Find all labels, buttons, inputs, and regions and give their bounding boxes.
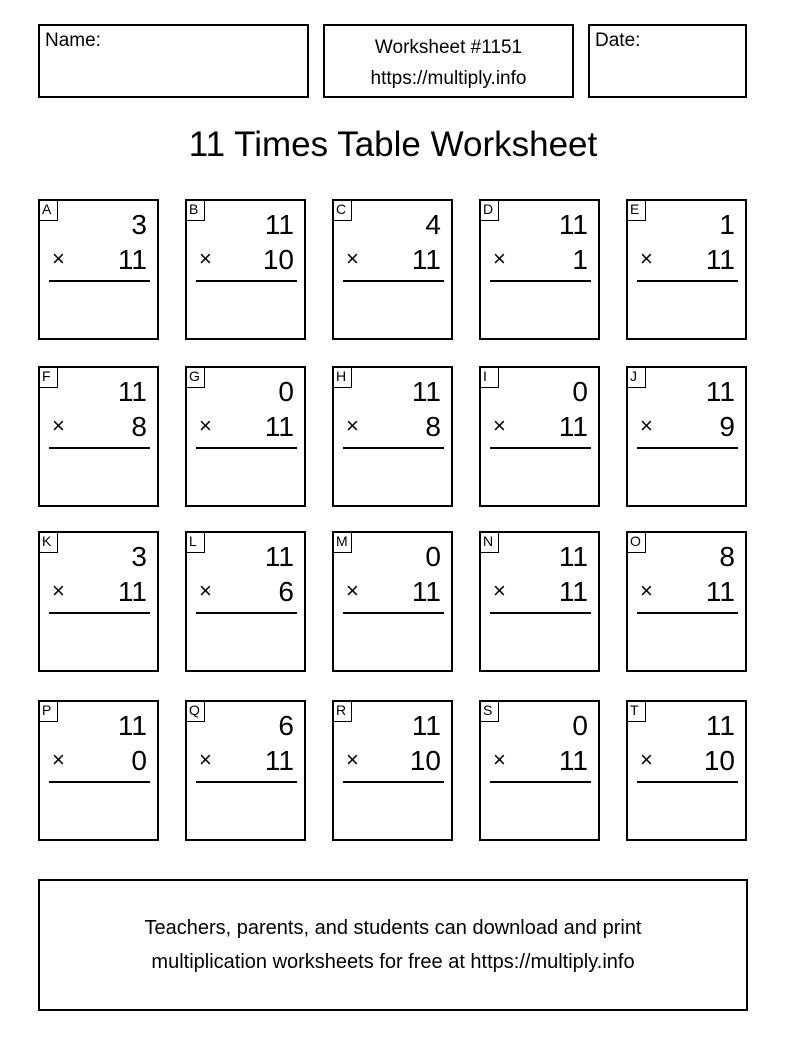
problem-card-d[interactable]	[479, 199, 600, 340]
multiplier: 10	[703, 745, 735, 776]
worksheet-title: 11 Times Table Worksheet	[188, 125, 598, 164]
multiplier: 11	[264, 411, 294, 442]
answer-line	[637, 280, 738, 282]
multiplier: 8	[131, 411, 147, 442]
problem-letter: M	[332, 531, 352, 553]
multiplicand: 0	[278, 376, 294, 407]
problem-card-h[interactable]	[332, 366, 453, 507]
times-sign: ×	[640, 413, 653, 438]
answer-line	[196, 612, 297, 614]
multiplicand: 11	[264, 541, 294, 572]
times-sign: ×	[199, 578, 212, 603]
multiplier: 6	[278, 576, 294, 607]
multiplier: 8	[425, 411, 441, 442]
times-sign: ×	[52, 578, 65, 603]
multiplier: 0	[131, 745, 147, 776]
problem-card-p[interactable]	[38, 700, 159, 841]
problem-card-l[interactable]	[185, 531, 306, 672]
answer-line	[196, 781, 297, 783]
times-sign: ×	[493, 246, 506, 271]
times-sign: ×	[493, 413, 506, 438]
answer-line	[343, 781, 444, 783]
problem-card-b[interactable]	[185, 199, 306, 340]
problem-letter: F	[38, 366, 58, 388]
date-field-box[interactable]	[588, 24, 747, 98]
problem-card-m[interactable]	[332, 531, 453, 672]
problem-card-t[interactable]	[626, 700, 747, 841]
date-label: Date:	[595, 30, 641, 51]
answer-line	[490, 781, 591, 783]
problem-letter: Q	[185, 700, 205, 722]
answer-line	[196, 447, 297, 449]
times-sign: ×	[640, 246, 653, 271]
multiplier: 11	[411, 576, 441, 607]
multiplicand: 3	[131, 541, 147, 572]
multiplicand: 11	[117, 710, 147, 741]
times-sign: ×	[346, 246, 359, 271]
times-sign: ×	[493, 578, 506, 603]
problem-card-k[interactable]	[38, 531, 159, 672]
times-sign: ×	[199, 246, 212, 271]
problem-letter: N	[479, 531, 499, 553]
multiplicand: 4	[425, 209, 441, 240]
multiplicand: 11	[411, 710, 441, 741]
answer-line	[637, 447, 738, 449]
multiplicand: 0	[572, 376, 588, 407]
times-sign: ×	[493, 747, 506, 772]
problem-letter: E	[626, 199, 646, 221]
problem-card-n[interactable]	[479, 531, 600, 672]
multiplicand: 11	[264, 209, 294, 240]
answer-line	[49, 280, 150, 282]
multiplier: 11	[411, 244, 441, 275]
problem-card-s[interactable]	[479, 700, 600, 841]
problem-card-c[interactable]	[332, 199, 453, 340]
footer-box	[38, 879, 748, 1011]
multiplicand: 11	[705, 376, 735, 407]
answer-line	[49, 781, 150, 783]
problem-card-r[interactable]	[332, 700, 453, 841]
problem-card-q[interactable]	[185, 700, 306, 841]
problem-card-j[interactable]	[626, 366, 747, 507]
multiplier: 11	[558, 411, 588, 442]
multiplier: 10	[409, 745, 441, 776]
multiplier: 11	[117, 244, 147, 275]
times-sign: ×	[52, 747, 65, 772]
problem-card-e[interactable]	[626, 199, 747, 340]
problem-letter: L	[185, 531, 205, 553]
multiplicand: 0	[572, 710, 588, 741]
times-sign: ×	[52, 413, 65, 438]
times-sign: ×	[199, 747, 212, 772]
times-sign: ×	[346, 747, 359, 772]
worksheet-info-box	[323, 24, 574, 98]
multiplier: 1	[572, 244, 588, 275]
problem-letter: I	[479, 366, 499, 388]
multiplier: 11	[117, 576, 147, 607]
multiplier: 11	[705, 576, 735, 607]
answer-line	[343, 280, 444, 282]
multiplicand: 0	[425, 541, 441, 572]
times-sign: ×	[640, 747, 653, 772]
problem-letter: S	[479, 700, 499, 722]
problem-letter: D	[479, 199, 499, 221]
problem-letter: C	[332, 199, 352, 221]
answer-line	[49, 612, 150, 614]
problem-letter: K	[38, 531, 58, 553]
problem-letter: A	[38, 199, 58, 221]
footer-line-1: Teachers, parents, and students can download and print	[144, 917, 642, 939]
name-field-box[interactable]	[38, 24, 309, 98]
problem-card-o[interactable]	[626, 531, 747, 672]
answer-line	[637, 612, 738, 614]
multiplier: 11	[558, 576, 588, 607]
problem-card-g[interactable]	[185, 366, 306, 507]
worksheet-url: https://multiply.info	[370, 68, 527, 89]
worksheet-number: Worksheet #1151	[374, 37, 523, 58]
multiplicand: 8	[719, 541, 735, 572]
problem-letter: R	[332, 700, 352, 722]
multiplicand: 11	[411, 376, 441, 407]
answer-line	[637, 781, 738, 783]
problem-letter: J	[626, 366, 646, 388]
answer-line	[490, 447, 591, 449]
answer-line	[343, 612, 444, 614]
problem-letter: H	[332, 366, 352, 388]
answer-line	[196, 280, 297, 282]
times-sign: ×	[640, 578, 653, 603]
multiplicand: 11	[705, 710, 735, 741]
name-label: Name:	[45, 30, 101, 51]
problem-card-a[interactable]	[38, 199, 159, 340]
answer-line	[49, 447, 150, 449]
problem-letter: T	[626, 700, 646, 722]
multiplicand: 1	[719, 209, 735, 240]
multiplicand: 3	[131, 209, 147, 240]
times-sign: ×	[346, 413, 359, 438]
multiplicand: 6	[278, 710, 294, 741]
problem-card-f[interactable]	[38, 366, 159, 507]
multiplicand: 11	[558, 541, 588, 572]
times-sign: ×	[346, 578, 359, 603]
multiplicand: 11	[117, 376, 147, 407]
problem-letter: P	[38, 700, 58, 722]
answer-line	[490, 280, 591, 282]
problem-letter: O	[626, 531, 646, 553]
answer-line	[343, 447, 444, 449]
problem-card-i[interactable]	[479, 366, 600, 507]
multiplier: 11	[558, 745, 588, 776]
footer-line-2: multiplication worksheets for free at https://multiply.info	[151, 951, 635, 973]
multiplier: 10	[262, 244, 294, 275]
answer-line	[490, 612, 591, 614]
problem-letter: G	[185, 366, 205, 388]
times-sign: ×	[52, 246, 65, 271]
multiplier: 11	[264, 745, 294, 776]
multiplicand: 11	[558, 209, 588, 240]
times-sign: ×	[199, 413, 212, 438]
problem-letter: B	[185, 199, 205, 221]
multiplier: 11	[705, 244, 735, 275]
multiplier: 9	[719, 411, 735, 442]
